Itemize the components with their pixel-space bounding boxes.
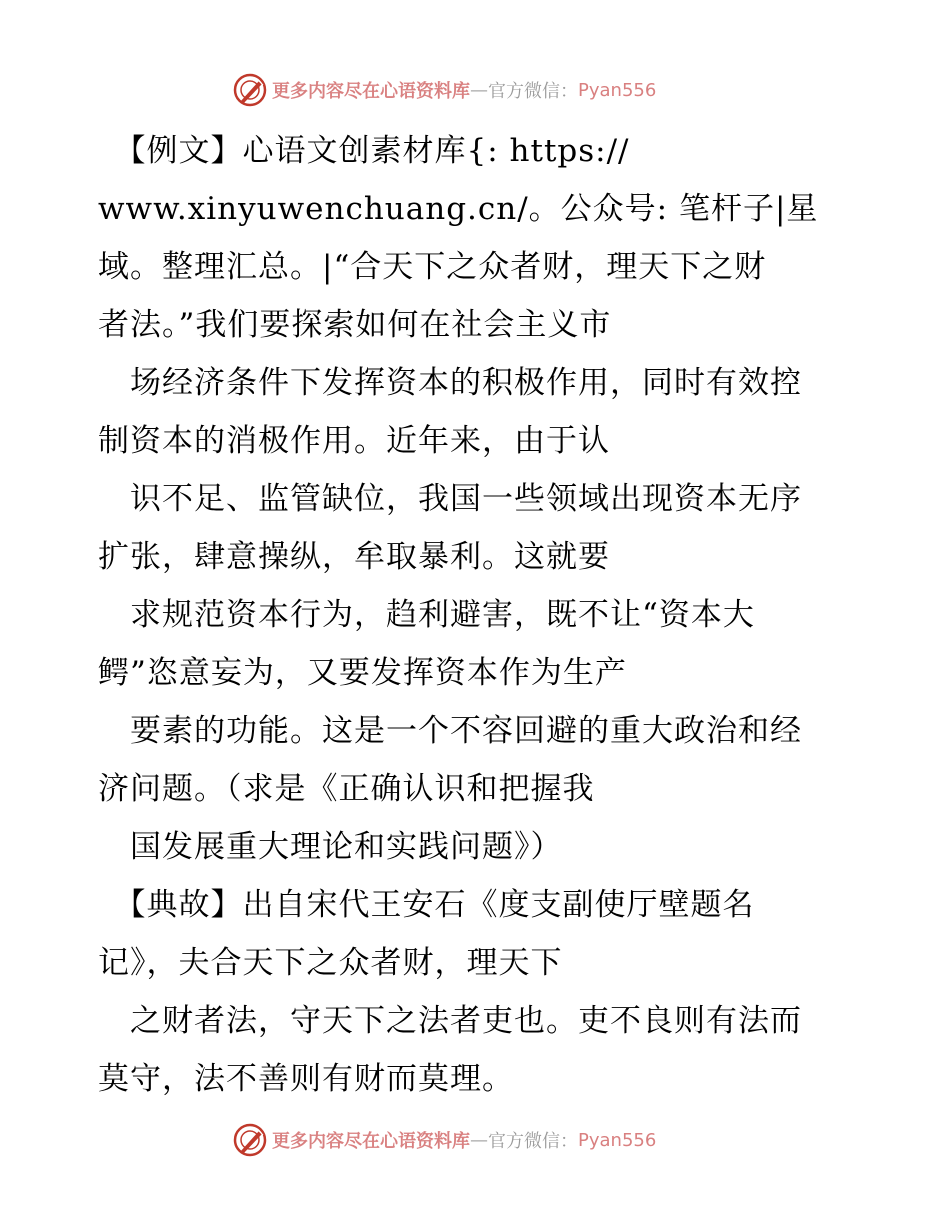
- banner-official-text: 官方微信：: [488, 1131, 578, 1152]
- banner-separator: —: [470, 1129, 488, 1151]
- body-line-3: 域。整理汇总。|“合天下之众者财，理天下之财: [98, 249, 767, 285]
- banner-main-text: 更多内容尽在心语资料库: [272, 81, 470, 102]
- body-line-9: 求规范资本行为，趋利避害，既不让“资本大: [98, 597, 755, 633]
- pen-logo-icon: [232, 72, 268, 108]
- body-line-6: 制资本的消极作用。近年来，由于认: [98, 423, 610, 459]
- body-line-2: www.xinyuwenchuang.cn/。公众号: 笔杆子|星: [98, 191, 819, 227]
- banner-main-text: 更多内容尽在心语资料库: [272, 1131, 470, 1152]
- body-line-11: 要素的功能。这是一个不容回避的重大政治和经: [98, 713, 802, 749]
- body-line-15: 记》，夫合天下之众者财，理天下: [98, 945, 563, 981]
- body-line-12: 济问题。（求是《正确认识和把握我: [98, 771, 595, 807]
- body-line-8: 扩张，肆意操纵，牟取暴利。这就要: [98, 539, 610, 575]
- body-line-17: 莫守，法不善则有财而莫理。: [98, 1061, 514, 1097]
- body-line-5: 场经济条件下发挥资本的积极作用，同时有效控: [98, 365, 802, 401]
- body-line-7: 识不足、监管缺位，我国一些领域出现资本无序: [98, 481, 802, 517]
- body-line-14: 【典故】出自宋代王安石《度支副使厅壁题名: [98, 887, 755, 923]
- body-line-1: 【例文】心语文创素材库{: https://: [98, 133, 630, 169]
- banner-wechat-id: Pyan556: [578, 79, 657, 101]
- document-body: [98, 122, 868, 1108]
- header-banner: [232, 70, 732, 110]
- body-line-4: 者法。”我们要探索如何在社会主义市: [98, 307, 612, 343]
- banner-official-text: 官方微信：: [488, 81, 578, 102]
- body-line-10: 鳄”恣意妄为，又要发挥资本作为生产: [98, 655, 627, 691]
- body-line-16: 之财者法，守天下之法者吏也。吏不良则有法而: [98, 1003, 802, 1039]
- banner-separator: —: [470, 79, 488, 101]
- pen-logo-icon: [232, 1122, 268, 1158]
- footer-banner: [232, 1120, 732, 1160]
- banner-wechat-id: Pyan556: [578, 1129, 657, 1151]
- body-line-13: 国发展重大理论和实践问题》）: [98, 829, 563, 865]
